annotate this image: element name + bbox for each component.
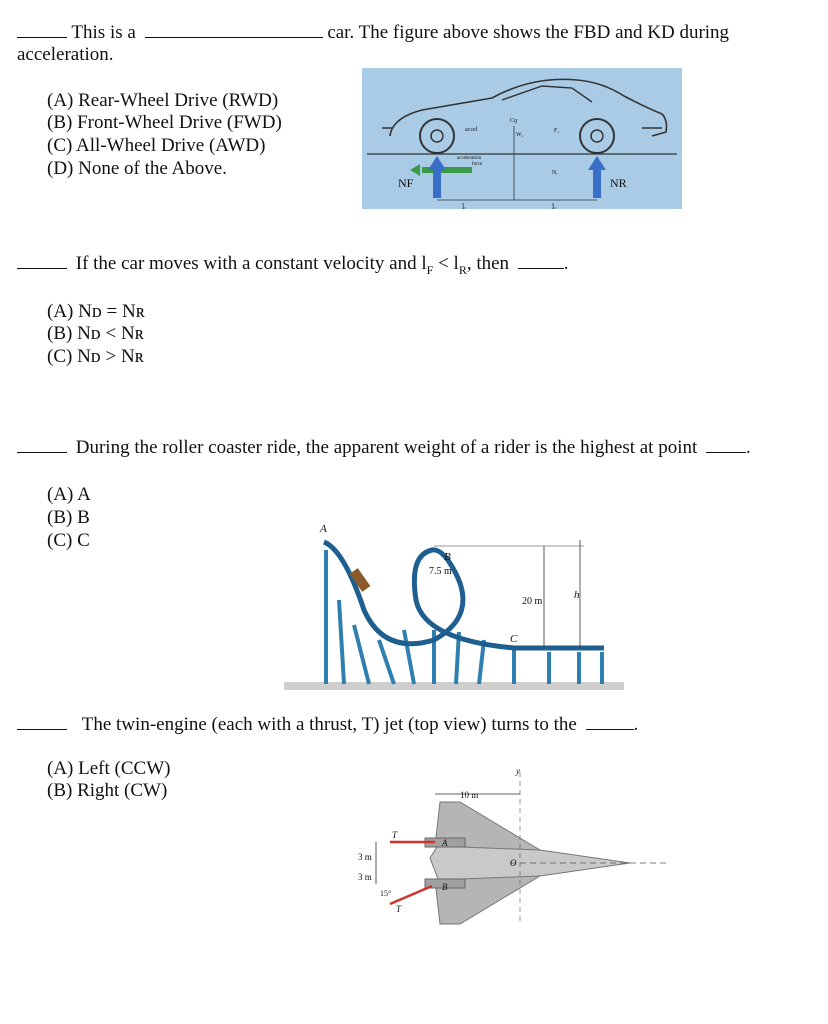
label-radius: 7.5 m — [429, 566, 452, 577]
nf-arrow — [433, 168, 441, 198]
label-t-bottom: T — [396, 904, 402, 914]
label-15deg: 15° — [380, 889, 392, 898]
label-cg: Cɡ — [510, 118, 518, 124]
label-h: h — [574, 589, 580, 601]
q1-option-d: (D) None of the Above. — [47, 158, 227, 179]
label-10m: 10 m — [460, 790, 479, 800]
q2-option-a: (A) Nᴅ = Nʀ — [47, 301, 146, 322]
car-fbd-figure — [362, 68, 682, 209]
q4-answer-blank[interactable] — [17, 713, 67, 730]
q1-option-b: (B) Front-Wheel Drive (FWD) — [47, 112, 282, 133]
label-lr: lᵣ — [552, 202, 557, 209]
q2-text: If the car moves with a constant velocity and l — [75, 253, 427, 274]
label-n: Nᵣ — [552, 170, 558, 176]
label-a: A — [320, 523, 327, 535]
q3-option-c: (C) C — [47, 530, 90, 551]
q4-text: The twin-engine (each with a thrust, T) jet (top view) turns to the — [81, 714, 577, 735]
label-3m-top: 3 m — [358, 852, 372, 862]
label-nf: NF — [398, 176, 414, 190]
label-nr: NR — [610, 176, 627, 190]
label-b: B — [442, 882, 448, 892]
thrust-arrow-b — [390, 886, 432, 904]
jet-figure — [340, 762, 680, 932]
q2-option-c: (C) Nᴅ > Nʀ — [47, 346, 144, 367]
label-f: F₁ — [554, 128, 560, 134]
label-3m-bottom: 3 m — [358, 872, 372, 882]
roller-coaster-figure — [284, 520, 624, 700]
q2-then: , then — [466, 253, 510, 274]
q1-answer-blank[interactable] — [17, 21, 67, 38]
label-acceleration: acceleration — [457, 156, 482, 161]
q1-option-c: (C) All-Wheel Drive (AWD) — [47, 135, 266, 156]
q1-option-a: (A) Rear-Wheel Drive (RWD) — [47, 90, 279, 111]
label-a: A — [442, 838, 448, 848]
q2-line: If the car moves with a constant velocity and $l_F < l_R$, then . — [17, 252, 569, 281]
q2-sub-f: F — [426, 262, 434, 277]
label-o: O — [510, 858, 517, 868]
q3-fill-blank[interactable] — [706, 436, 746, 453]
label-t-top: T — [392, 830, 398, 840]
q4-option-b: (B) Right (CW) — [47, 780, 168, 801]
q1-text-c: acceleration. — [17, 44, 114, 65]
q1-line1 — [17, 21, 729, 44]
q3-line: During the roller coaster ride, the apparent weight of a rider is the highest at point . — [17, 436, 751, 459]
q2-fill-blank[interactable] — [518, 252, 564, 269]
q4-option-a: (A) Left (CCW) — [47, 758, 171, 779]
q3-answer-blank[interactable] — [17, 436, 67, 453]
q4-line: The twin-engine (each with a thrust, T) jet (top view) turns to the . — [17, 713, 638, 736]
q3-option-b: (B) B — [47, 507, 90, 528]
q2-answer-blank[interactable] — [17, 252, 67, 269]
label-w: W₁ — [516, 132, 524, 138]
q1-text-b: car. The figure above shows the FBD and KD during — [327, 22, 730, 43]
label-accel: accel — [465, 127, 478, 133]
label-y: y — [516, 766, 520, 776]
q3-text: During the roller coaster ride, the apparent weight of a rider is the highest at point — [75, 437, 698, 458]
q3-option-a: (A) A — [47, 484, 91, 505]
q4-fill-blank[interactable] — [586, 713, 634, 730]
label-lf: lᵣ — [462, 202, 467, 209]
label-20m: 20 m — [522, 596, 543, 607]
label-b: B — [444, 551, 451, 563]
label-force: force — [472, 162, 483, 167]
q2-sub-r: R — [458, 262, 467, 277]
q2-lt: < l — [433, 253, 459, 274]
q1-text-a: This is a — [71, 22, 136, 43]
nr-arrow — [593, 168, 601, 198]
coaster-track — [324, 542, 604, 648]
label-c: C — [510, 633, 518, 645]
q2-option-b: (B) Nᴅ < Nʀ — [47, 323, 144, 344]
q1-fill-blank[interactable] — [145, 21, 323, 38]
ground — [284, 682, 624, 690]
